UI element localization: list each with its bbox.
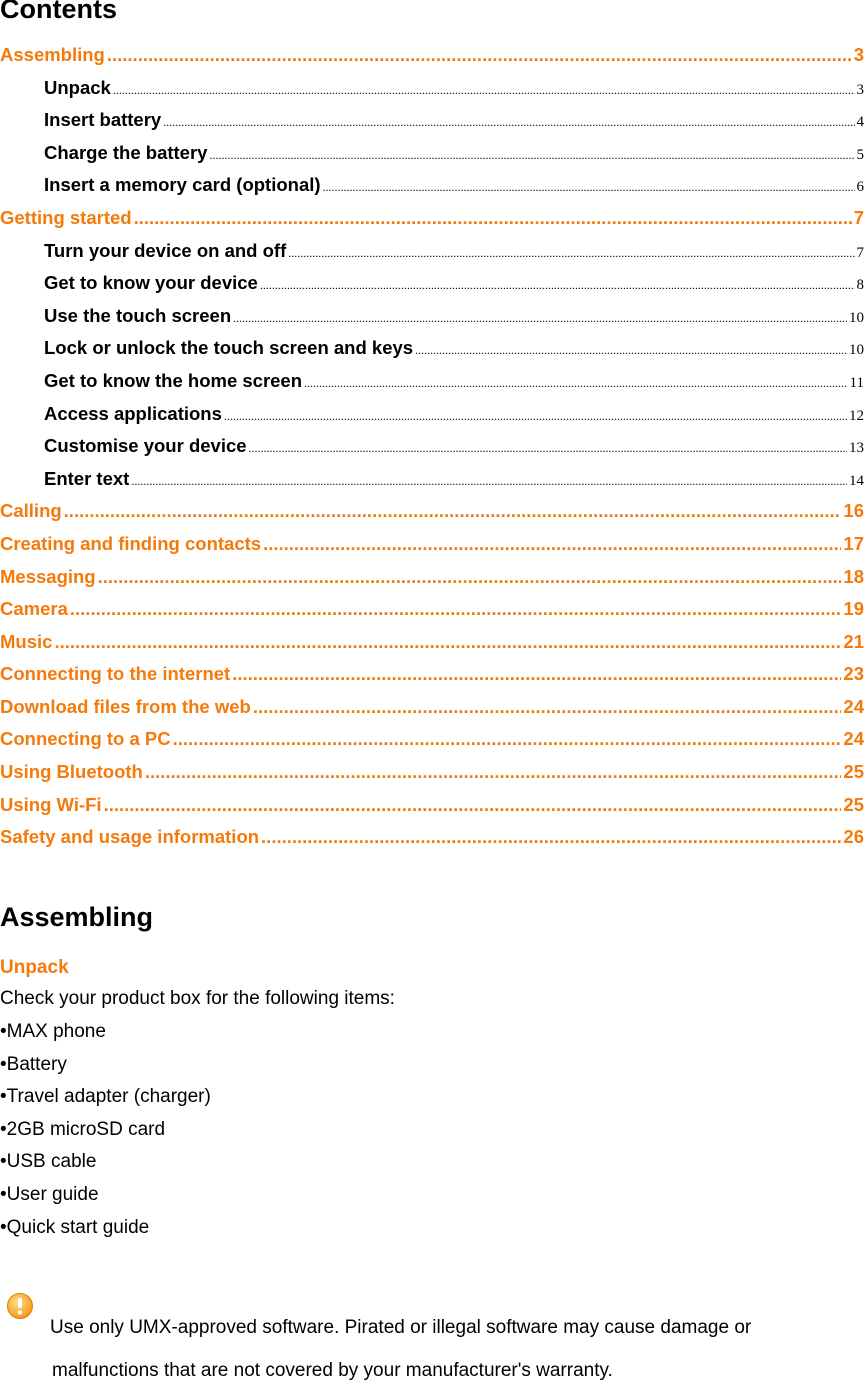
toc-dot-leader (104, 794, 842, 816)
toc-entry-label: Safety and usage information (0, 826, 259, 848)
toc-page-number: 4 (857, 114, 864, 131)
toc-page-number: 10 (849, 310, 864, 327)
toc-page-number: 12 (849, 408, 864, 425)
toc-entry-label: Access applications (44, 403, 222, 425)
toc-entry-label: Unpack (44, 77, 111, 99)
toc-entry-label: Connecting to the internet (0, 663, 230, 685)
list-item: • USB cable (0, 1150, 211, 1183)
toc-dot-leader (209, 148, 854, 163)
toc-section-entry[interactable] (0, 142, 864, 175)
contents-title: Contents (0, 0, 117, 25)
toc-entry-label: Camera (0, 598, 68, 620)
toc-page-number: 26 (843, 826, 864, 848)
toc-chapter-entry[interactable] (0, 44, 864, 77)
list-item: • 2GB microSD card (0, 1118, 211, 1151)
toc-entry-label: Messaging (0, 566, 96, 588)
toc-section-entry[interactable] (0, 174, 864, 207)
toc-page-number: 24 (843, 728, 864, 750)
warning-note (0, 1290, 864, 1371)
toc-page-number: 3 (854, 44, 864, 66)
toc-entry-label: Using Wi-Fi (0, 794, 102, 816)
toc-entry-label: Music (0, 631, 52, 653)
toc-entry-label: Insert a memory card (optional) (44, 174, 321, 196)
toc-dot-leader (98, 566, 842, 588)
toc-chapter-entry[interactable] (0, 207, 864, 240)
toc-page-number: 16 (843, 500, 864, 522)
toc-dot-leader (288, 246, 854, 261)
toc-page-number: 7 (854, 207, 864, 229)
toc-page-number: 3 (857, 82, 864, 99)
toc-dot-leader (145, 761, 842, 783)
toc-page-number: 5 (857, 147, 864, 164)
toc-dot-leader (134, 207, 852, 229)
warning-line-1: Use only UMX-approved software. Pirated or illegal software may cause damage or (50, 1317, 751, 1338)
toc-dot-leader (304, 376, 848, 391)
list-item: • Travel adapter (charger) (0, 1085, 211, 1118)
box-contents-list (0, 1020, 211, 1248)
warning-line-2: malfunctions that are not covered by your manufacturer's warranty. (50, 1349, 860, 1392)
toc-entry-label: Lock or unlock the touch screen and keys (44, 337, 413, 359)
list-item: • MAX phone (0, 1020, 211, 1053)
toc-section-entry[interactable] (0, 435, 864, 468)
toc-chapter-entry[interactable] (0, 794, 864, 827)
toc-page-number: 11 (850, 375, 864, 392)
toc-dot-leader (253, 696, 842, 718)
toc-dot-leader (261, 826, 841, 848)
toc-dot-leader (70, 598, 842, 620)
toc-chapter-entry[interactable] (0, 826, 864, 859)
toc-chapter-entry[interactable] (0, 500, 864, 533)
toc-entry-label: Calling (0, 500, 62, 522)
toc-dot-leader (232, 663, 841, 685)
toc-entry-label: Download files from the web (0, 696, 251, 718)
toc-chapter-entry[interactable] (0, 533, 864, 566)
toc-page-number: 24 (843, 696, 864, 718)
toc-entry-label: Insert battery (44, 109, 161, 131)
toc-dot-leader (224, 409, 847, 424)
toc-entry-label: Customise your device (44, 435, 247, 457)
section-heading: Assembling (0, 902, 153, 933)
toc-page-number: 10 (849, 342, 864, 359)
toc-chapter-entry[interactable] (0, 663, 864, 696)
toc-page-number: 7 (857, 245, 864, 262)
toc-dot-leader (173, 728, 842, 750)
toc-entry-label: Charge the battery (44, 142, 207, 164)
list-item: • User guide (0, 1183, 211, 1216)
table-of-contents (0, 44, 864, 859)
toc-entry-label: Get to know the home screen (44, 370, 302, 392)
toc-entry-label: Enter text (44, 468, 129, 490)
list-item: • Quick start guide (0, 1216, 211, 1249)
toc-entry-label: Assembling (0, 44, 105, 66)
toc-page-number: 25 (843, 794, 864, 816)
toc-page-number: 25 (843, 761, 864, 783)
toc-page-number: 6 (857, 179, 864, 196)
warning-icon (6, 1292, 34, 1320)
toc-dot-leader (249, 441, 847, 456)
toc-page-number: 18 (843, 566, 864, 588)
toc-chapter-entry[interactable] (0, 598, 864, 631)
toc-chapter-entry[interactable] (0, 696, 864, 729)
toc-section-entry[interactable] (0, 370, 864, 403)
toc-section-entry[interactable] (0, 240, 864, 273)
toc-page-number: 21 (843, 631, 864, 653)
toc-section-entry[interactable] (0, 403, 864, 436)
toc-section-entry[interactable] (0, 337, 864, 370)
toc-chapter-entry[interactable] (0, 566, 864, 599)
toc-page-number: 8 (857, 277, 864, 294)
toc-dot-leader (415, 343, 847, 358)
toc-dot-leader (263, 533, 841, 555)
toc-dot-leader (64, 500, 842, 522)
toc-chapter-entry[interactable] (0, 728, 864, 761)
toc-dot-leader (260, 278, 855, 293)
toc-dot-leader (113, 83, 855, 98)
toc-entry-label: Connecting to a PC (0, 728, 171, 750)
toc-chapter-entry[interactable] (0, 631, 864, 664)
toc-dot-leader (107, 44, 852, 66)
list-item: • Battery (0, 1053, 211, 1086)
toc-dot-leader (163, 115, 854, 130)
toc-section-entry[interactable] (0, 109, 864, 142)
toc-section-entry[interactable] (0, 305, 864, 338)
toc-section-entry[interactable] (0, 272, 864, 305)
toc-page-number: 13 (849, 440, 864, 457)
toc-entry-label: Turn your device on and off (44, 240, 286, 262)
toc-page-number: 17 (843, 533, 864, 555)
toc-dot-leader (54, 631, 841, 653)
toc-chapter-entry[interactable] (0, 761, 864, 794)
intro-text: Check your product box for the following items: (0, 988, 395, 1010)
toc-dot-leader (233, 311, 847, 326)
toc-section-entry[interactable] (0, 468, 864, 501)
toc-section-entry[interactable] (0, 77, 864, 110)
toc-entry-label: Creating and finding contacts (0, 533, 261, 555)
toc-entry-label: Getting started (0, 207, 132, 229)
toc-entry-label: Using Bluetooth (0, 761, 143, 783)
subsection-heading: Unpack (0, 957, 69, 979)
toc-dot-leader (131, 474, 847, 489)
toc-page-number: 19 (843, 598, 864, 620)
warning-text (50, 1306, 860, 1392)
toc-page-number: 14 (849, 473, 864, 490)
toc-page-number: 23 (843, 663, 864, 685)
toc-entry-label: Use the touch screen (44, 305, 231, 327)
toc-entry-label: Get to know your device (44, 272, 258, 294)
toc-dot-leader (323, 180, 855, 195)
